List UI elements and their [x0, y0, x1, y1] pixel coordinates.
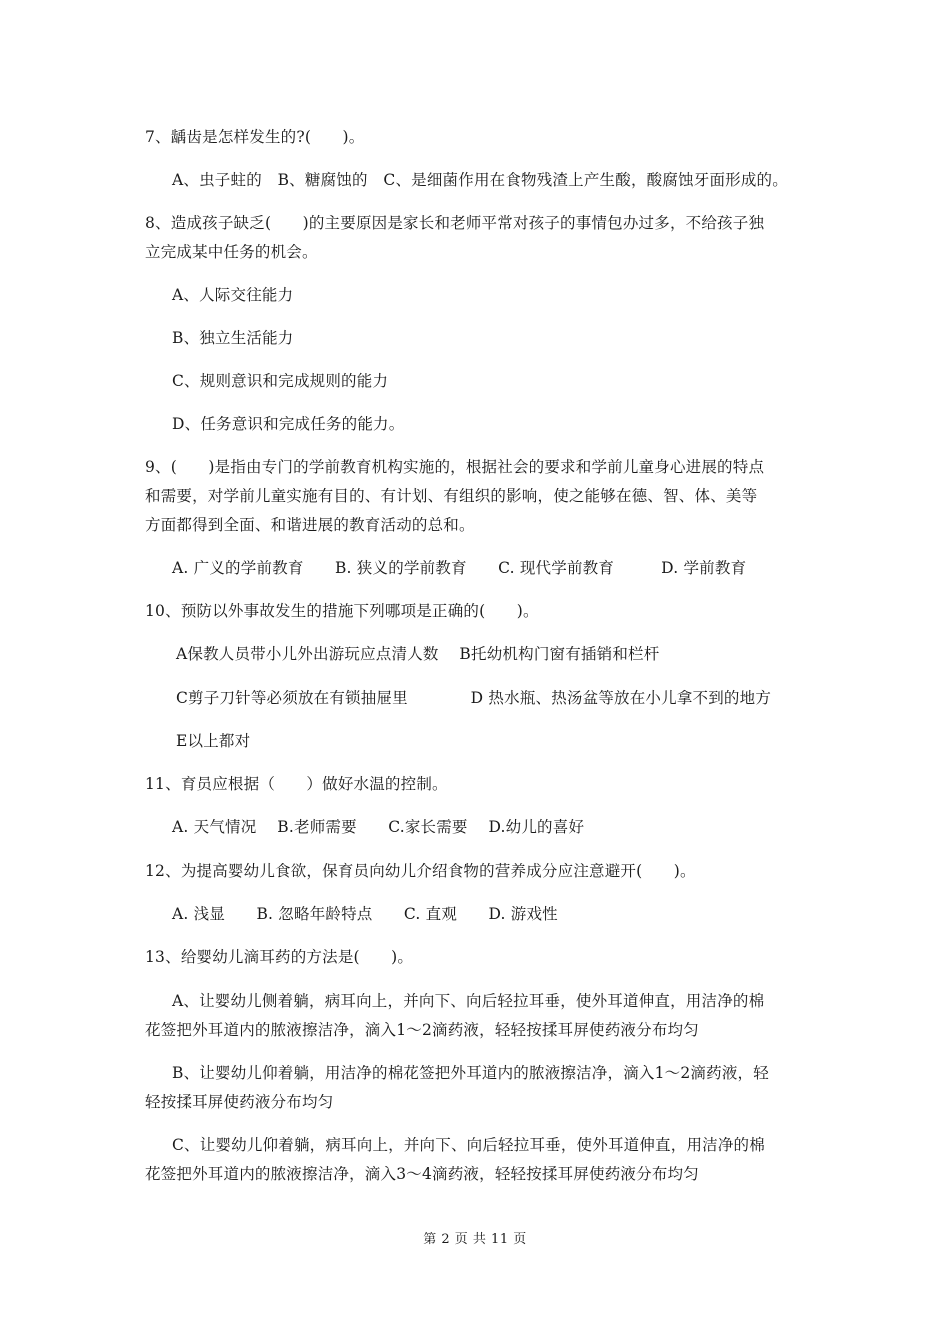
question-11-options: A. 天气情况 B.老师需要 C.家长需要 D.幼儿的喜好	[172, 818, 585, 836]
question-7-options: A、虫子蛀的 B、糖腐蚀的 C、是细菌作用在食物残渣上产生酸，酸腐蚀牙面形成的。	[172, 171, 788, 189]
question-8-option-c: C、规则意识和完成规则的能力	[172, 372, 389, 390]
question-8-option-a: A、人际交往能力	[172, 286, 294, 304]
question-13-option-c-line1: C、让婴幼儿仰着躺，病耳向上，并向下、向后轻拉耳垂，使外耳道伸直，用洁净的棉	[172, 1136, 765, 1154]
question-11-stem: 11、育员应根据（ ）做好水温的控制。	[145, 775, 448, 793]
question-12-stem: 12、为提高婴幼儿食欲，保育员向幼儿介绍食物的营养成分应注意避开( )。	[145, 862, 696, 880]
question-10-options-line3: E以上都对	[176, 732, 251, 750]
page-number-footer: 第 2 页 共 11 页	[423, 1232, 527, 1247]
question-8-option-b: B、独立生活能力	[172, 329, 294, 347]
question-13-option-c-line2: 花签把外耳道内的脓液擦洁净，滴入3～4滴药液，轻轻按揉耳屏使药液分布均匀	[145, 1165, 699, 1183]
question-10-options-line1: A保教人员带小儿外出游玩应点清人数 B托幼机构门窗有插销和栏杆	[176, 645, 660, 663]
question-8-stem-line1: 8、造成孩子缺乏( )的主要原因是家长和老师平常对孩子的事情包办过多，不给孩子独	[145, 214, 765, 232]
question-10-stem: 10、预防以外事故发生的措施下列哪项是正确的( )。	[145, 602, 539, 620]
question-13-option-b-line2: 轻按揉耳屏使药液分布均匀	[145, 1093, 334, 1111]
question-13-option-a-line2: 花签把外耳道内的脓液擦洁净，滴入1～2滴药液，轻轻按揉耳屏使药液分布均匀	[145, 1021, 699, 1039]
question-8-option-d: D、任务意识和完成任务的能力。	[172, 415, 405, 433]
question-13-option-a-line1: A、让婴幼儿侧着躺，病耳向上，并向下、向后轻拉耳垂，使外耳道伸直，用洁净的棉	[172, 992, 765, 1010]
question-9-stem-line3: 方面都得到全面、和谐进展的教育活动的总和。	[145, 516, 475, 534]
question-8-stem-line2: 立完成某中任务的机会。	[145, 243, 318, 261]
question-9-options: A. 广义的学前教育 B. 狭义的学前教育 C. 现代学前教育 D. 学前教育	[172, 559, 747, 577]
question-7-stem: 7、龋齿是怎样发生的?( )。	[145, 128, 365, 146]
question-13-stem: 13、给婴幼儿滴耳药的方法是( )。	[145, 948, 414, 966]
question-12-options: A. 浅显 B. 忽略年龄特点 C. 直观 D. 游戏性	[172, 905, 558, 923]
question-9-stem-line2: 和需要，对学前儿童实施有目的、有计划、有组织的影响，使之能够在德、智、体、美等	[145, 487, 758, 505]
question-9-stem-line1: 9、( )是指由专门的学前教育机构实施的，根据社会的要求和学前儿童身心进展的特点	[145, 458, 765, 476]
question-10-options-line2: C剪子刀针等必须放在有锁抽屉里 D 热水瓶、热汤盆等放在小儿拿不到的地方	[176, 689, 772, 707]
question-13-option-b-line1: B、让婴幼儿仰着躺，用洁净的棉花签把外耳道内的脓液擦洁净，滴入1～2滴药液，轻	[172, 1064, 769, 1082]
